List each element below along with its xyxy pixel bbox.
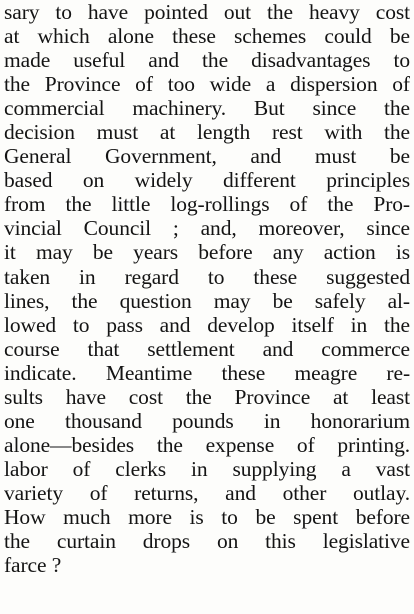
text-line: lines, the question may be safely al- [4,288,410,313]
text-line: taken in regard to these suggested [4,264,410,289]
text-line: commercial machinery. But since the [4,96,410,121]
text-line: alone—besides the expense of printing. [4,432,410,457]
text-line: farce ? [4,553,62,578]
text-line: decision must at length rest with the [4,120,410,145]
text-line: based on widely different principles [4,168,410,193]
text-line: General Government, and must be [4,144,410,169]
text-line: course that settlement and commerce [4,336,410,361]
text-line: from the little log-rollings of the Pro- [4,192,410,217]
text-line: it may be years before any action is [4,240,410,265]
text-line: How much more is to be spent before [4,504,410,529]
text-line: one thousand pounds in honorarium [4,408,410,433]
text-line: the curtain drops on this legislative [4,529,410,554]
text-line: labor of clerks in supplying a vast [4,456,410,481]
text-line: indicate. Meantime these meagre re- [4,360,410,385]
text-line: vincial Council ; and, moreover, since [4,216,410,241]
text-line: lowed to pass and develop itself in the [4,312,410,337]
article-text-column [4,0,410,577]
text-line: the Province of too wide a dispersion of [4,72,410,97]
text-line: at which alone these schemes could be [4,24,410,49]
text-line: sary to have pointed out the heavy cost [4,0,410,24]
text-line: variety of returns, and other outlay. [4,480,410,505]
text-line: made useful and the disadvantages to [4,48,410,73]
text-line: sults have cost the Province at least [4,384,410,409]
